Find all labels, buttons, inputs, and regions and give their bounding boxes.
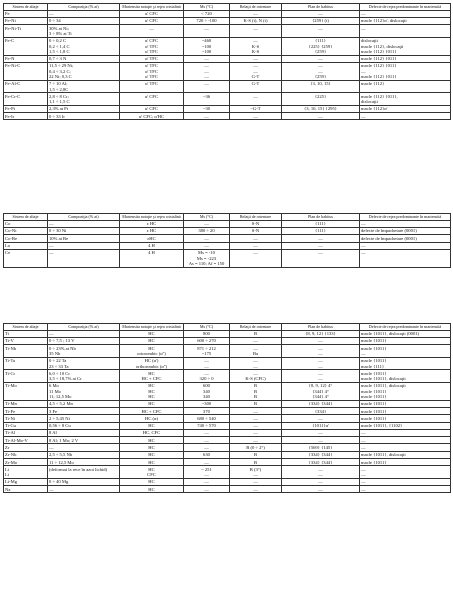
- cell-composition: 30% at Ni; 3 ÷ 8% at Ti: [48, 25, 120, 38]
- table-row: [4, 25, 451, 38]
- cell-defects: dislocaţii macle {112}, dislocaţii macle {112} {011}: [360, 37, 451, 55]
- cell-habit-plane: {8, 9, 12} 4° {344} 4° {344} 4°: [282, 382, 360, 400]
- cell-system: Co: [4, 220, 48, 227]
- cell-ms: —: [184, 242, 230, 249]
- cell-composition: 0,56 ÷ 8 Cu: [48, 422, 120, 429]
- cell-habit-plane: — —: [282, 357, 360, 370]
- cell-system: Ti-Cr: [4, 370, 48, 383]
- cell-defects: macle {1011}: [360, 415, 451, 422]
- cell-habit-plane: —: [282, 337, 360, 344]
- table-row: [4, 451, 451, 458]
- cell-ms: 871 ÷ 212 ~175: [184, 345, 230, 358]
- table-row: [4, 249, 451, 267]
- cell-ms: ~300: [184, 400, 230, 407]
- cell-defects: macle {1011}: [360, 337, 451, 344]
- cell-system: Fe-Al-C: [4, 80, 48, 93]
- cell-defects: —: [360, 249, 451, 267]
- cell-system: Fe-Ni: [4, 17, 48, 24]
- cell-defects: macle {112} {011} — macle {112} {011}: [360, 62, 451, 80]
- cell-martensite: HC: [120, 451, 184, 458]
- cell-orientation: —: [230, 25, 282, 38]
- cell-martensite: ε HC: [120, 227, 184, 234]
- cell-habit-plane: {111}: [282, 227, 360, 234]
- cell-ms: —: [184, 478, 230, 485]
- cell-composition: 11,5 ÷ 29 Ni; 0,4 ÷ 3,2 C; 22 Ni; 0,3 C: [48, 62, 120, 80]
- column-header-ms: Ms (°C): [184, 324, 230, 331]
- cell-orientation: K-S (t), N (t): [230, 17, 282, 24]
- cell-martensite: HC: [120, 478, 184, 485]
- cell-system: Li Li: [4, 466, 48, 479]
- column-header-martensite: Martensita notaţie şi reţea cristalină: [120, 324, 184, 331]
- cell-composition: —: [48, 486, 120, 493]
- cell-orientation: S-N: [230, 227, 282, 234]
- cell-orientation: —: [230, 415, 282, 422]
- table-row: [4, 37, 451, 55]
- cell-martensite: α' CFC α' TFC α' TFC: [120, 37, 184, 55]
- cell-martensite: α' CFC: [120, 93, 184, 106]
- cell-composition: —: [48, 249, 120, 267]
- table-iron-alloys: [3, 3, 451, 120]
- cell-martensite: HC, CFC: [120, 429, 184, 436]
- cell-defects: macle {1011}: [360, 400, 451, 407]
- cell-composition: 6,0 ÷ 10 Cr 3,5 ÷ 18,7% at Cr: [48, 370, 120, 383]
- cell-ms: —: [184, 486, 230, 493]
- column-header-composition: Compoziţia (% at): [48, 4, 120, 11]
- cell-defects: macle {112} {011}: [360, 55, 451, 62]
- cell-defects: defecte de împachetare (0001): [360, 235, 451, 242]
- cell-system: Fe-Pt: [4, 105, 48, 112]
- cell-ms: —: [184, 113, 230, 120]
- cell-orientation: S-N: [230, 220, 282, 227]
- cell-martensite: HC: [120, 444, 184, 451]
- cell-defects: macle {1011}, {1102}: [360, 422, 451, 429]
- cell-defects: —: [360, 478, 451, 485]
- cell-martensite: HC: [120, 330, 184, 337]
- column-header-system: Sistem de aliaje: [4, 4, 48, 11]
- table-row: [4, 337, 451, 344]
- cell-composition: 0 ÷ 23% at Nb 35 Nb: [48, 345, 120, 358]
- cell-ms: — —: [184, 357, 230, 370]
- cell-system: Fe-N: [4, 55, 48, 62]
- cell-system: Ti-V: [4, 337, 48, 344]
- cell-habit-plane: — — {259}: [282, 62, 360, 80]
- cell-defects: —: [360, 437, 451, 444]
- cell-orientation: B B B: [230, 382, 282, 400]
- column-header-defects: Defecte de reţea predominante în martensită: [360, 324, 451, 331]
- cell-defects: macle {112} {011}, dislocaţii: [360, 93, 451, 106]
- cell-martensite: HC: [120, 422, 184, 429]
- cell-habit-plane: — —: [282, 345, 360, 358]
- cell-orientation: —: [230, 113, 282, 120]
- cell-orientation: —: [230, 93, 282, 106]
- cell-martensite: HC: [120, 486, 184, 493]
- cell-habit-plane: {334}: [282, 408, 360, 415]
- cell-system: Ti-Ni: [4, 415, 48, 422]
- cell-orientation: — K-S (CFC): [230, 370, 282, 383]
- cell-ms: Ms = -10 Ms = -223 As = 110; Af = 150: [184, 249, 230, 267]
- cell-composition: 2 ÷ 5,45 Ni: [48, 415, 120, 422]
- cell-ms: ~30: [184, 105, 230, 112]
- cell-defects: defecte de împachetare (0001): [360, 227, 451, 234]
- table-row: [4, 382, 451, 400]
- cell-ms: —: [184, 25, 230, 38]
- cell-martensite: HC HC HC: [120, 382, 184, 400]
- cell-system: Fe-Ni-Ti: [4, 25, 48, 38]
- cell-composition: —: [48, 242, 120, 249]
- cell-habit-plane: — —: [282, 370, 360, 383]
- table-row: [4, 235, 451, 242]
- cell-system: Fe-C: [4, 37, 48, 55]
- cell-ms: < 720: [184, 10, 230, 17]
- cell-orientation: —: [230, 422, 282, 429]
- cell-system: Ti-Fe: [4, 408, 48, 415]
- cell-orientation: —: [230, 478, 282, 485]
- cell-habit-plane: —: [282, 235, 360, 242]
- cell-composition: 0 ÷ 40 Mg: [48, 478, 120, 485]
- cell-martensite: 4 H: [120, 242, 184, 249]
- cell-ms: 720 ÷ -100: [184, 17, 230, 24]
- table-body: [4, 10, 451, 120]
- cell-habit-plane: —: [282, 242, 360, 249]
- cell-composition: (deformat la rece în azot lichid): [48, 466, 120, 479]
- cell-composition: 2,3% at Pt: [48, 105, 120, 112]
- cell-defects: —: [360, 444, 451, 451]
- cell-orientation: —: [230, 486, 282, 493]
- table-row: [4, 330, 451, 337]
- cell-composition: 0 ÷ 33 Ir: [48, 113, 120, 120]
- cell-defects: macle {1011} macle {111}: [360, 357, 451, 370]
- cell-martensite: α' CFC: [120, 105, 184, 112]
- cell-habit-plane: {8, 9, 12} {133}: [282, 330, 360, 337]
- cell-system: Ti: [4, 330, 48, 337]
- cell-system: Ti-Al-Mo-V: [4, 437, 48, 444]
- column-header-orientation: Relaţii de orientare: [230, 4, 282, 11]
- cell-composition: 7 ÷ 10 Al; 1,5 ÷ 2,8C: [48, 80, 120, 93]
- cell-ms: ~460 ~100 ~100: [184, 37, 230, 55]
- cell-orientation: —: [230, 429, 282, 436]
- cell-habit-plane: {111}: [282, 220, 360, 227]
- cell-orientation: —: [230, 235, 282, 242]
- cell-orientation: B (0 ÷ 2°): [230, 444, 282, 451]
- cell-habit-plane: {569} {145}: [282, 444, 360, 451]
- cell-defects: —: [360, 242, 451, 249]
- cell-composition: 6 Mo 11 Mo 11; 12,5 Mo: [48, 382, 120, 400]
- cell-ms: —: [184, 220, 230, 227]
- table-row: [4, 55, 451, 62]
- table-header-row: [4, 214, 451, 221]
- cell-ms: 380 ÷ 20: [184, 227, 230, 234]
- column-header-orientation: Relaţii de orientare: [230, 214, 282, 221]
- cell-defects: —: [360, 113, 451, 120]
- table-row: [4, 444, 451, 451]
- cell-composition: 10% at Be: [48, 235, 120, 242]
- cell-composition: 0,7 ÷ 3 N: [48, 55, 120, 62]
- cell-orientation: B: [230, 400, 282, 407]
- cell-system: Ti-Cu: [4, 422, 48, 429]
- cell-habit-plane: {1011}α': [282, 422, 360, 429]
- table-row: [4, 62, 451, 80]
- column-header-composition: Compoziţia (% at): [48, 324, 120, 331]
- cell-defects: — —: [360, 466, 451, 479]
- cell-system: Na: [4, 486, 48, 493]
- table-row: [4, 242, 451, 249]
- cell-ms: 600 ÷ 270: [184, 337, 230, 344]
- column-header-ms: Ms (°C): [184, 214, 230, 221]
- cell-orientation: —: [230, 242, 282, 249]
- cell-ms: —: [184, 444, 230, 451]
- cell-defects: macle {1011} —: [360, 345, 451, 358]
- cell-habit-plane: —: [282, 415, 360, 422]
- table-row: [4, 400, 451, 407]
- cell-orientation: ~G-T: [230, 105, 282, 112]
- cell-habit-plane: —: [282, 429, 360, 436]
- cell-system: Fe: [4, 10, 48, 17]
- cell-system: Fe-Cr-C: [4, 93, 48, 106]
- cell-composition: 2,8 ÷ 8 Cr; 1,1 ÷ 1,5 C: [48, 93, 120, 106]
- column-header-martensite: Martensita notaţie şi reţea cristalină: [120, 214, 184, 221]
- cell-habit-plane: —: [282, 25, 360, 38]
- cell-martensite: α' CFC; α'HC: [120, 113, 184, 120]
- table-row: [4, 459, 451, 466]
- cell-ms: — 320 ÷ 0: [184, 370, 230, 383]
- cell-system: Li-Mg: [4, 478, 48, 485]
- table-row: [4, 429, 451, 436]
- cell-defects: macle {112}α', dislocaţii: [360, 17, 451, 24]
- cell-orientation: —: [230, 408, 282, 415]
- table-header-row: [4, 324, 451, 331]
- cell-system: Ce: [4, 249, 48, 267]
- table-row: [4, 370, 451, 383]
- cell-orientation: — —: [230, 357, 282, 370]
- cell-ms: —: [184, 80, 230, 93]
- cell-defects: macle {112}α': [360, 105, 451, 112]
- cell-ms: 740 ÷ 570: [184, 422, 230, 429]
- cell-composition: 0 ÷ 34: [48, 17, 120, 24]
- table-row: [4, 466, 451, 479]
- cell-ms: 680 ÷ 540: [184, 415, 230, 422]
- column-header-orientation: Relaţii de orientare: [230, 324, 282, 331]
- cell-defects: —: [360, 486, 451, 493]
- cell-ms: 800: [184, 330, 230, 337]
- table-row: [4, 345, 451, 358]
- cell-orientation: B: [230, 330, 282, 337]
- table-row: [4, 80, 451, 93]
- table-row: [4, 105, 451, 112]
- cell-system: Ti-Mo: [4, 382, 48, 400]
- cell-habit-plane: —: [282, 437, 360, 444]
- cell-orientation: B (3°) —: [230, 466, 282, 479]
- cell-composition: 0 ÷ 7,5 ; 13 V: [48, 337, 120, 344]
- cell-system: Ti-Ta: [4, 357, 48, 370]
- cell-composition: —: [48, 330, 120, 337]
- cell-system: Co-Ni: [4, 227, 48, 234]
- cell-defects: —: [360, 25, 451, 38]
- cell-defects: macle {1011} macle {1011}, dislocaţii: [360, 370, 451, 383]
- cell-composition: —: [48, 10, 120, 17]
- cell-martensite: HC + CFC: [120, 408, 184, 415]
- column-header-composition: Compoziţia (% at): [48, 214, 120, 221]
- cell-habit-plane: —: [282, 113, 360, 120]
- table-row: [4, 422, 451, 429]
- cell-habit-plane: —: [282, 486, 360, 493]
- cell-system: Fe-Ni-C: [4, 62, 48, 80]
- cell-ms: 600 340 340: [184, 382, 230, 400]
- cell-orientation: B: [230, 459, 282, 466]
- table-body: [4, 220, 451, 267]
- cell-composition: —: [48, 444, 120, 451]
- table-row: [4, 415, 451, 422]
- cell-defects: —: [360, 429, 451, 436]
- cell-martensite: α' TFC: [120, 55, 184, 62]
- table-row: [4, 93, 451, 106]
- cell-composition: 0 ÷ 0,2 C 0,2 ÷ 1,4 C 1,5 ÷ 1,8 C: [48, 37, 120, 55]
- cell-martensite: HC HC + CFC: [120, 370, 184, 383]
- cell-composition: —: [48, 220, 120, 227]
- cell-martensite: α' TFC: [120, 80, 184, 93]
- cell-martensite: HC: [120, 437, 184, 444]
- cell-system: Zr-Mo: [4, 459, 48, 466]
- cell-system: Co-Be: [4, 235, 48, 242]
- cell-system: Zr-Nb: [4, 451, 48, 458]
- cell-martensite: —: [120, 25, 184, 38]
- table-row: [4, 227, 451, 234]
- cell-defects: —: [360, 220, 451, 227]
- cell-orientation: —: [230, 55, 282, 62]
- table-row: [4, 17, 451, 24]
- cell-martensite: εHC: [120, 235, 184, 242]
- cell-composition: 4,5 ÷ 5,2 Mn: [48, 400, 120, 407]
- column-header-defects: Defecte de reţea predominante în martensită: [360, 4, 451, 11]
- cell-ms: 630: [184, 451, 230, 458]
- cell-composition: 8 Al; 1 Mo; 2 V: [48, 437, 120, 444]
- table-titanium-zirconium-alloys: [3, 323, 451, 493]
- cell-habit-plane: {334} {344}: [282, 400, 360, 407]
- cell-composition: 0 ÷ 30 Ni: [48, 227, 120, 234]
- cell-system: Ti-Nb: [4, 345, 48, 358]
- table-row: [4, 357, 451, 370]
- cell-orientation: —: [230, 249, 282, 267]
- cell-habit-plane: {3, 10, 15} {295}: [282, 105, 360, 112]
- table-row: [4, 10, 451, 17]
- cell-orientation: B: [230, 451, 282, 458]
- cell-system: Zr: [4, 444, 48, 451]
- cell-system: Ti-Al: [4, 429, 48, 436]
- cell-martensite: HC (α): [120, 415, 184, 422]
- cell-martensite: 4 H: [120, 249, 184, 267]
- cell-ms: — — —: [184, 62, 230, 80]
- cell-martensite: α' TFC α' TFC α' TFC: [120, 62, 184, 80]
- cell-orientation: — Ba: [230, 345, 282, 358]
- cell-martensite: ε HC: [120, 220, 184, 227]
- cell-system: Fe-Ir: [4, 113, 48, 120]
- table-body: [4, 330, 451, 493]
- column-header-habit-plane: Plan de habitus: [282, 324, 360, 331]
- cell-ms: ~ 251 —: [184, 466, 230, 479]
- cell-defects: macle {1011}, dislocaţii macle {1011} macle {1011}: [360, 382, 451, 400]
- column-header-ms: Ms (°C): [184, 4, 230, 11]
- table-row: [4, 478, 451, 485]
- cell-orientation: — — G-T: [230, 62, 282, 80]
- cell-orientation: —: [230, 10, 282, 17]
- cell-martensite: HC ortorombic (α''): [120, 345, 184, 358]
- cell-system: La: [4, 242, 48, 249]
- cell-martensite: HC: [120, 400, 184, 407]
- cell-defects: macle {1011}: [360, 408, 451, 415]
- cell-habit-plane: —: [282, 55, 360, 62]
- cell-composition: 3 Fe: [48, 408, 120, 415]
- cell-composition: 2,5 ÷ 5,5 Nb: [48, 451, 120, 458]
- cell-ms: —: [184, 437, 230, 444]
- table-row: [4, 220, 451, 227]
- cell-composition: 11 ÷ 12,5 Mo: [48, 459, 120, 466]
- column-header-habit-plane: Plan de habitus: [282, 214, 360, 221]
- cell-composition: 8 Al: [48, 429, 120, 436]
- table-header-row: [4, 4, 451, 11]
- cell-defects: macle {1011}, dislocaţii (0001): [360, 330, 451, 337]
- column-header-system: Sistem de aliaje: [4, 214, 48, 221]
- cell-ms: ~36: [184, 93, 230, 106]
- table-cobalt-rare-earth-alloys: [3, 213, 451, 268]
- cell-system: Ti-Mn: [4, 400, 48, 407]
- cell-orientation: —: [230, 437, 282, 444]
- cell-habit-plane: —: [282, 10, 360, 17]
- cell-ms: —: [184, 235, 230, 242]
- cell-martensite: α' CFC: [120, 10, 184, 17]
- column-header-habit-plane: Plan de habitus: [282, 4, 360, 11]
- cell-defects: macle {1011}: [360, 459, 451, 466]
- cell-ms: —: [184, 459, 230, 466]
- cell-defects: —: [360, 10, 451, 17]
- cell-martensite: HC: [120, 459, 184, 466]
- column-header-martensite: Martensita notaţie şi reţea cristalină: [120, 4, 184, 11]
- column-header-system: Sistem de aliaje: [4, 324, 48, 331]
- cell-habit-plane: —: [282, 478, 360, 485]
- table-row: [4, 113, 451, 120]
- cell-ms: —: [184, 429, 230, 436]
- cell-ms: 370: [184, 408, 230, 415]
- cell-martensite: HC: [120, 337, 184, 344]
- cell-martensite: HC (α') orthorombic (α''): [120, 357, 184, 370]
- column-header-defects: Defecte de reţea predominante în martensită: [360, 214, 451, 221]
- cell-habit-plane: {334} {344}: [282, 451, 360, 458]
- cell-composition: 0 ÷ 22 Ta 23 ÷ 33 Ta: [48, 357, 120, 370]
- cell-habit-plane: {3, 10, 15}: [282, 80, 360, 93]
- cell-habit-plane: — —: [282, 466, 360, 479]
- cell-habit-plane: {225}: [282, 93, 360, 106]
- cell-habit-plane: {334} {344}: [282, 459, 360, 466]
- cell-ms: —: [184, 55, 230, 62]
- cell-orientation: —: [230, 337, 282, 344]
- table-row: [4, 408, 451, 415]
- cell-martensite: α' CFC: [120, 17, 184, 24]
- cell-orientation: — K-S K-S: [230, 37, 282, 55]
- cell-martensite: HC CFC: [120, 466, 184, 479]
- cell-orientation: G-T: [230, 80, 282, 93]
- cell-defects: macle {1011}, dislocaţii: [360, 451, 451, 458]
- cell-habit-plane: {259} (t): [282, 17, 360, 24]
- cell-habit-plane: —: [282, 249, 360, 267]
- table-row: [4, 437, 451, 444]
- cell-defects: macle {112}: [360, 80, 451, 93]
- cell-habit-plane: {111} {225} {259} {259}: [282, 37, 360, 55]
- table-row: [4, 486, 451, 493]
